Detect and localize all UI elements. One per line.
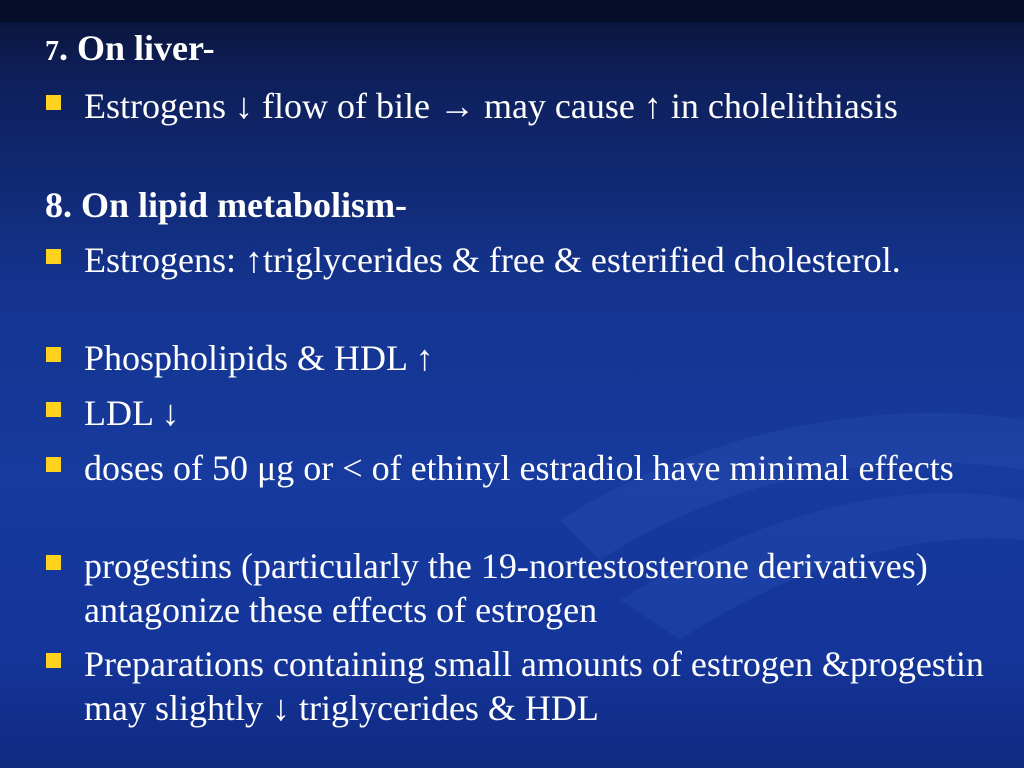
heading-on-liver: [45, 28, 215, 72]
bullet-item: [46, 391, 996, 435]
heading-on-lipid-metabolism: [45, 185, 407, 225]
square-bullet-icon: [46, 555, 61, 570]
square-bullet-icon: [46, 347, 61, 362]
bullet-text: LDL ↓: [84, 393, 180, 433]
square-bullet-icon: [46, 653, 61, 668]
bullet-item: [46, 544, 996, 632]
bullet-text: Estrogens ↓ flow of bile → may cause ↑ in cholelithiasis: [84, 86, 898, 126]
bullet-item: [46, 446, 996, 490]
square-bullet-icon: [46, 457, 61, 472]
heading-text: . On liver-: [59, 28, 215, 68]
bullet-text: doses of 50 μg or < of ethinyl estradiol have minimal effects: [84, 448, 954, 488]
square-bullet-icon: [46, 249, 61, 264]
bullet-text: Phospholipids & HDL ↑: [84, 338, 434, 378]
square-bullet-icon: [46, 95, 61, 110]
bullet-text: progestins (particularly the 19-nortestosterone derivatives) antagonize these effects of estrogen: [84, 546, 928, 630]
heading-text: 8. On lipid metabolism-: [45, 185, 408, 225]
heading-number: 7: [45, 36, 59, 67]
bullet-item: [46, 336, 996, 380]
bullet-item: [46, 84, 996, 128]
bullet-item: [46, 238, 996, 282]
square-bullet-icon: [46, 402, 61, 417]
bullet-text: Preparations containing small amounts of estrogen &progestin may slightly ↓ triglycerides & HDL: [84, 644, 984, 728]
bullet-text: Estrogens: ↑triglycerides & free & esterified cholesterol.: [84, 240, 901, 280]
bullet-item: [46, 642, 996, 730]
